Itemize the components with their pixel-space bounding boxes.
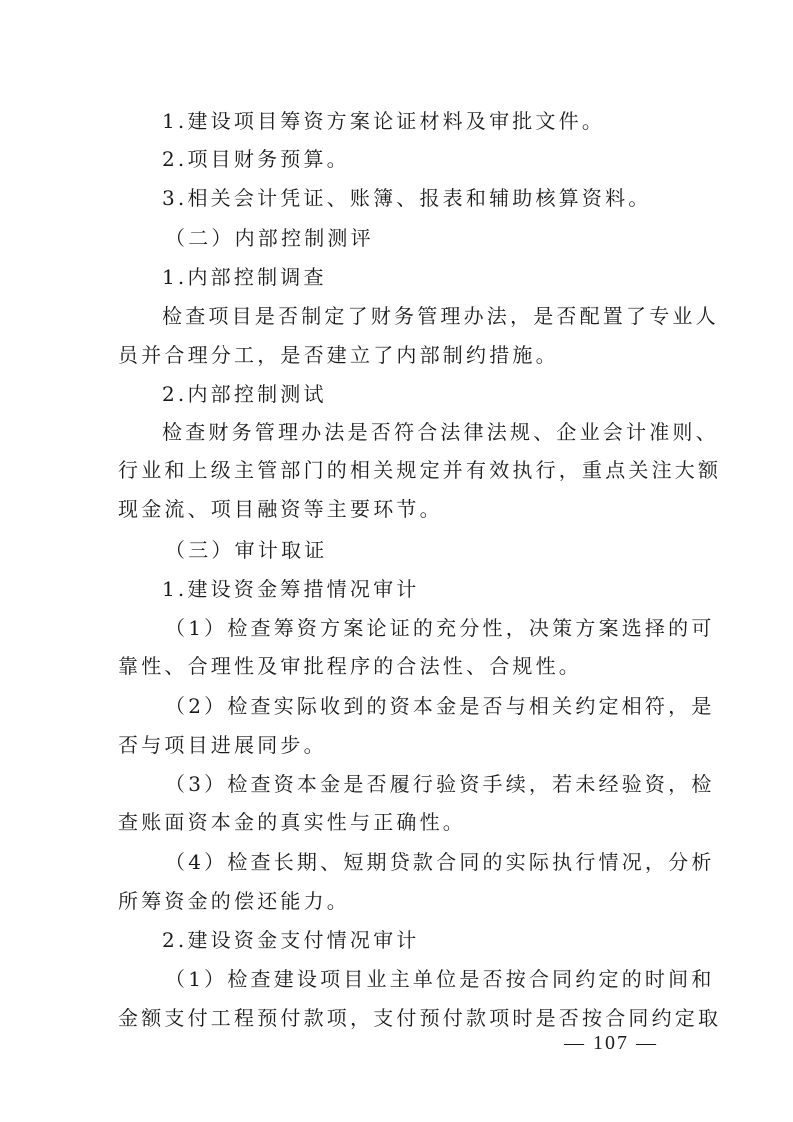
text-line: 否与项目进展同步。 xyxy=(118,733,327,757)
text-line: （4）检查长期、短期贷款合同的实际执行情况，分析 xyxy=(165,850,715,874)
subsection-heading: 1.建设资金筹措情况审计 xyxy=(162,577,420,601)
text-line: 员并合理分工，是否建立了内部制约措施。 xyxy=(118,343,559,367)
text-line: （3）检查资本金是否履行验资手续，若未经验资，检 xyxy=(165,772,715,796)
page-number: — 107 — xyxy=(564,1032,658,1054)
text-line: 现金流、项目融资等主要环节。 xyxy=(118,497,443,521)
text-line: 3.相关会计凭证、账簿、报表和辅助核算资料。 xyxy=(162,186,652,210)
text-line: 行业和上级主管部门的相关规定并有效执行，重点关注大额 xyxy=(118,458,722,482)
subsection-heading: 2.内部控制测试 xyxy=(162,382,327,406)
text-line: 查账面资本金的真实性与正确性。 xyxy=(118,810,466,834)
subsection-heading: 1.内部控制调查 xyxy=(162,265,327,289)
text-line: （1）检查建设项目业主单位是否按合同约定的时间和 xyxy=(165,967,715,991)
section-heading: （三）审计取证 xyxy=(165,538,328,562)
text-line: 金额支付工程预付款项，支付预付款项时是否按合同约定取 xyxy=(118,1006,722,1030)
text-line: 所筹资金的偿还能力。 xyxy=(118,889,350,913)
text-line: 2.项目财务预算。 xyxy=(162,147,350,171)
text-line: （1）检查筹资方案论证的充分性，决策方案选择的可 xyxy=(165,616,715,640)
text-line: （2）检查实际收到的资本金是否与相关约定相符，是 xyxy=(165,694,715,718)
text-line: 检查财务管理办法是否符合法律法规、企业会计准则、 xyxy=(162,420,719,444)
section-heading: （二）内部控制测评 xyxy=(165,226,374,250)
text-line: 靠性、合理性及审批程序的合法性、合规性。 xyxy=(118,654,582,678)
subsection-heading: 2.建设资金支付情况审计 xyxy=(162,928,420,952)
text-line: 1.建设项目筹资方案论证材料及审批文件。 xyxy=(162,109,606,133)
text-line: 检查项目是否制定了财务管理办法，是否配置了专业人 xyxy=(162,304,719,328)
